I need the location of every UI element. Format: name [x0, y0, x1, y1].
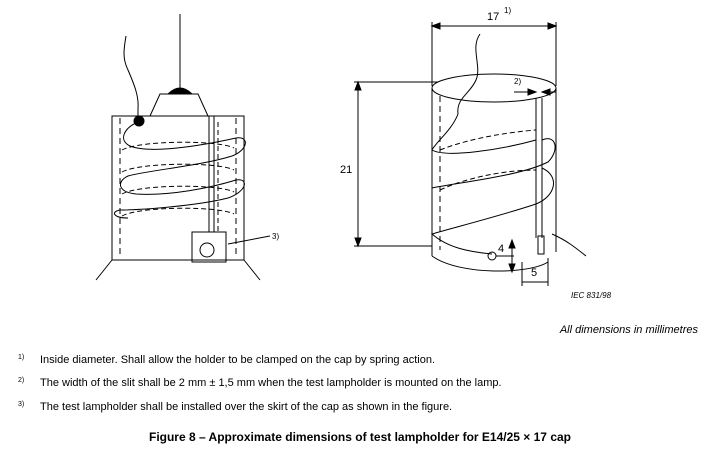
dim-21-arrow-top	[355, 82, 361, 90]
dim-tab-height-label: 4	[498, 243, 505, 255]
footnote-1	[18, 354, 435, 366]
figure-caption: Figure 8 – Approximate dimensions of test lampholder for E14/25 × 17 cap	[148, 430, 571, 444]
units-note: All dimensions in millimetres	[559, 324, 698, 336]
screw-thread-hidden	[122, 142, 234, 216]
dim-slit-note: 2)	[514, 77, 522, 86]
footnote-1-text: Inside diameter. Shall allow the holder to be clamped on the cap by spring action.	[40, 354, 436, 366]
insulator	[150, 94, 208, 116]
skirt-right	[244, 260, 260, 280]
wire-spiral	[114, 122, 245, 218]
footnote-2-number: 2)	[18, 377, 25, 384]
left-lampholder-drawing	[96, 14, 270, 280]
reference-hole	[488, 252, 496, 260]
footnote-3-text: The test lampholder shall be installed over the skirt of the cap as shown in the figure.	[40, 401, 453, 413]
iec-reference: IEC 831/98	[571, 291, 612, 300]
wire-spiral-right	[432, 114, 555, 254]
lead-wire-right	[458, 34, 480, 114]
outgoing-wire	[552, 234, 586, 256]
right-lampholder-drawing	[354, 22, 586, 286]
dim-21-arrow-bottom	[355, 238, 361, 246]
dim-diameter-label: 17	[487, 11, 500, 23]
footnote-3-number: 3)	[18, 401, 25, 408]
footnote-3	[18, 401, 452, 413]
dim-tab-width-label: 5	[531, 267, 538, 279]
cap-body	[112, 116, 244, 260]
dim-slit-arrow-2	[542, 89, 550, 95]
skirt-left	[96, 260, 112, 280]
dim-slit-arrow-1	[528, 89, 536, 95]
dim-4-arrow-top	[509, 240, 515, 248]
cylinder-top	[432, 74, 556, 102]
footnote-1-number: 1)	[18, 354, 25, 361]
dim-17-arrow-right	[548, 23, 556, 29]
dim-height-label: 21	[340, 164, 353, 176]
dim-17-arrow-left	[432, 23, 440, 29]
slit-tab	[538, 236, 544, 254]
terminal-screw	[200, 243, 214, 257]
note3-leader	[228, 236, 270, 244]
footnote-2	[18, 377, 502, 389]
wire-spiral-hidden	[440, 130, 536, 190]
terminal-block	[192, 232, 226, 262]
footnote-2-text: The width of the slit shall be 2 mm ± 1,5 mm when the test lampholder is mounted on the lamp.	[40, 377, 502, 389]
lead-wire-left	[124, 36, 138, 120]
solder-contact	[168, 88, 192, 94]
note3-ref-label: 3)	[272, 232, 280, 241]
dim-diameter-note: 1)	[504, 6, 512, 15]
contact-dot	[134, 116, 144, 126]
